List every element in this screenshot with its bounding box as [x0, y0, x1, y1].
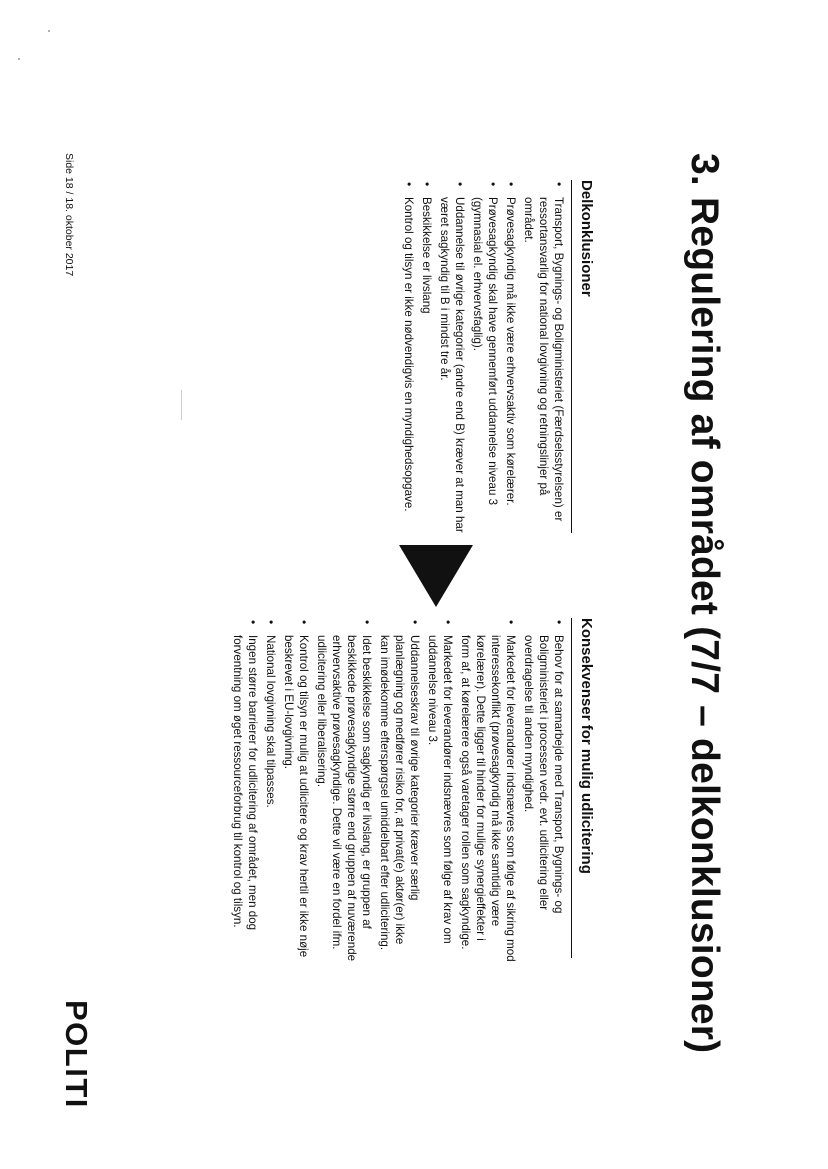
- left-bullet-list: [398, 180, 566, 535]
- arrow-right-icon: [399, 545, 473, 607]
- list-item: • Behov for at samarbejde med Transport, Bygnings- og Boligministeriet i processen vedr. evt. udlicitering eller overdragelse til anden myndighed.: [521, 618, 566, 963]
- slide-title: 3. Regulering af området (7/7 – delkonklusioner): [683, 153, 726, 1054]
- page-footer: Side 18 / 18. oktober 2017: [63, 153, 75, 277]
- left-column-heading: Delkonklusioner: [571, 180, 595, 533]
- list-item: • Uddannelseskrav til øvrige kategorier kræver særlig planlægning og medfører risiko for, at privat(e) aktør(er) ikke kan imødekomme efterspørgsel umiddelbart efter udlicitering.: [377, 618, 422, 963]
- list-item: • Kontrol og tilsyn er mulig at udlicitere og krav hertil er ikke nøje beskrevet i EU-lovgivning.: [281, 618, 311, 963]
- list-item: • Prøvesagkyndig må ikke være erhvervsaktiv som kørelærer.: [503, 180, 518, 535]
- right-bullet-list: [227, 618, 566, 963]
- list-item: • Uddannelse til øvrige kategorier (andre end B) kræver at man har været sagkyndig til B i mindst tre år.: [437, 180, 467, 535]
- list-item: • Kontrol og tilsyn er ikke nødvendigvis en myndighedsopgave.: [401, 180, 416, 535]
- list-item: • Markedet for leverandører indsnævres som følge af sikring mod interessekonflikt (prøvesagkyndig må ikke samtidig være kørelærer). Dette ligger til hinder for mulige synergieffekter i form af, at kørelærere også varetager rollen som sagkyndige.: [458, 618, 518, 963]
- politi-logo: POLITI: [59, 1000, 94, 1109]
- list-item: • Transport, Bygnings- og Boligministeriet (Færdselsstyrelsen) er ressortansvarlig for national lovgivning og retningslinjer på området.: [521, 180, 566, 535]
- list-item: • Idet beskikkelse som sagkyndig er livslang, er gruppen af beskikkede prøvesagkyndige større end gruppen af nuværende erhvervsaktive prøvesagkyndige. Dette vil være en fordel ifm. udlicitering eller liberalisering.: [314, 618, 374, 963]
- right-column-heading: Konsekvenser for mulig udlicitering: [571, 618, 595, 958]
- list-item: • Beskikkelse er livslang: [419, 180, 434, 535]
- list-item: • Markedet for leverandører indsnævres som følge af krav om uddannelse niveau 3.: [425, 618, 455, 963]
- list-item: • National lovgivning skal tilpasses.: [263, 618, 278, 963]
- list-item: • Ingen større barrierer for udlicitering af området, men dog forventning om øget ressourceforbrug til kontrol og tilsyn.: [230, 618, 260, 963]
- list-item: • Prøvesagkyndig skal have gennemført uddannelse niveau 3 (gymnasial el. erhvervsfaglig).: [470, 180, 500, 535]
